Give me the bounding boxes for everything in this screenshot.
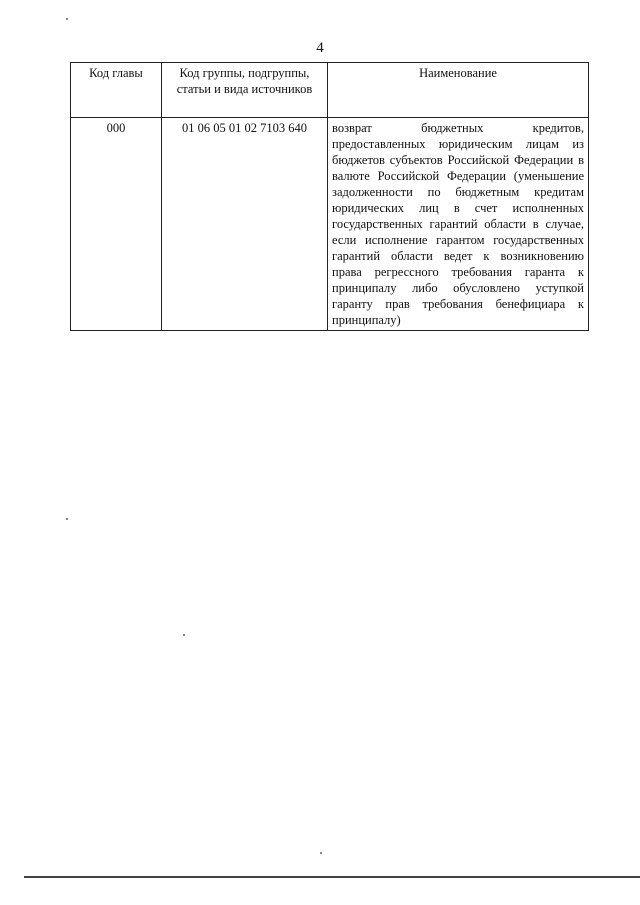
cell-name: возврат бюджетных кредитов, предоставленных юридическим лицам из бюджетов субъектов Российской Федерации в валюте Российской Федерации (уменьшение задолженности по бюджетным кредитам юридических лиц в счет исполненных государственных гарантий области в случае, если исполнение гарантом государственных гарантий области ведет к возникновению права регрессного требования гаранта к принципалу либо обусловлено уступкой гаранту прав требования бенефициара к принципалу) (328, 118, 589, 331)
scan-speck (320, 852, 322, 854)
table-row (71, 118, 589, 331)
scan-speck (66, 18, 68, 20)
table-header-row (71, 63, 589, 118)
header-chapter-code: Код главы (71, 63, 162, 118)
header-group-code: Код группы, подгруппы, статьи и вида источников (162, 63, 328, 118)
page-number: 4 (316, 40, 324, 56)
header-name: Наименование (328, 63, 589, 118)
cell-chapter-code: 000 (71, 118, 162, 331)
sources-table (70, 62, 589, 331)
scan-speck (183, 634, 185, 636)
scan-edge-line (24, 876, 640, 878)
scan-speck (66, 518, 68, 520)
cell-group-code: 01 06 05 01 02 7103 640 (162, 118, 328, 331)
